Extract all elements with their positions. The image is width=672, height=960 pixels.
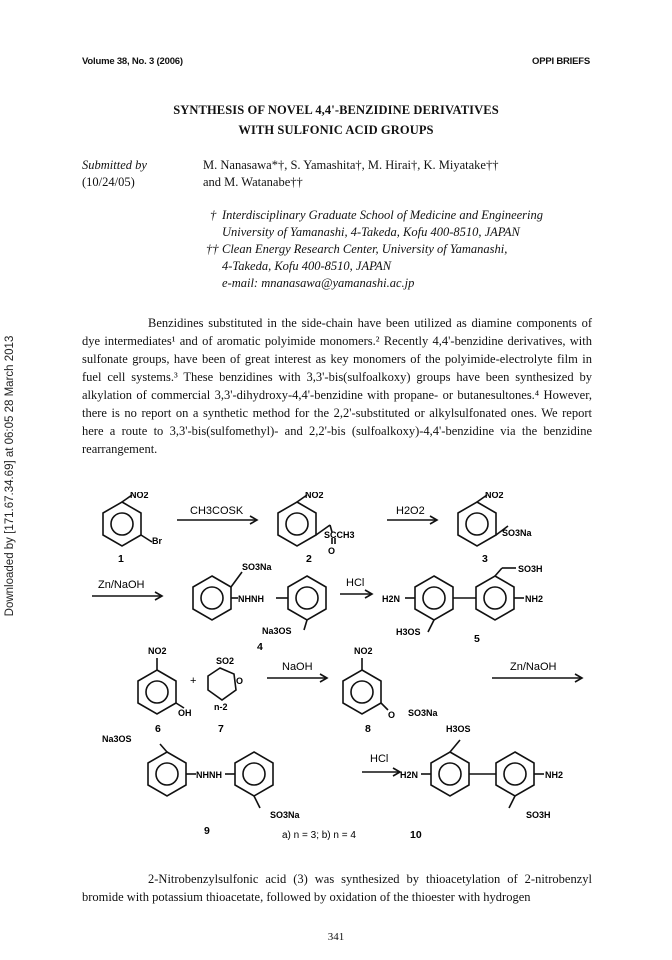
compound-10: 10 [410,829,422,841]
label-o: O [328,546,336,556]
label-so3na-8: SO3Na [408,708,438,718]
affiliation-2-mark: †† [206,242,219,256]
compound-9: 9 [204,825,210,837]
label-so2: SO2 [216,656,235,666]
affiliation-2-line-1: Clean Energy Research Center, University of Yamanashi, [222,242,508,256]
intro-paragraph-text: Benzidines substituted in the side-chain have been utilized as diamine components of dye intermediates¹ and of aromatic polyimide monomers.² Recently 4,4'-benzidine derivatives, with sulfonate groups, have been of great interest as key monomers of the polyimide-electrolyte film in fuel cell systems.³ These benzidines with 3,3'-bis(sulfoalkoxy) groups have been synthesized by alkylation of commercial 3,3'-dihydroxy-4,4'-benzidine with propane- or butanesultones.⁴ However, there is no report on a synthetic method for the 2,2'-substituted or alkylsulfonated ones. We report here a route to 3,3'-bis(sulfomethyl)- and 2,2'-bis (sulfoalkoxy)-4,4'-benzidine via the benzidine rearrangement. [82,316,592,456]
reagent-hcl-2: HCl [370,753,389,765]
compound-4: 4 [257,641,263,653]
section-name: OPPI BRIEFS [532,56,590,67]
compound-5: 5 [474,633,480,645]
compound-3: 3 [482,553,488,565]
label-na3os-4: Na3OS [262,626,292,636]
reagent-ch3cosk: CH3COSK [190,505,244,517]
label-nh2-5: NH2 [525,594,544,604]
label-h2n-5: H2N [382,594,401,604]
benzene-ring-5a [415,576,453,620]
benzene-ring-10a [431,752,469,796]
label-nhnh-9: NHNH [196,770,222,780]
label-br: Br [152,536,163,546]
benzene-ring-8 [343,670,381,714]
label-o-8: O [388,710,396,720]
author-email: e-mail: mnanasawa@yamanashi.ac.jp [222,276,415,290]
benzene-ring-4b [288,576,326,620]
label-nhnh-4: NHNH [238,594,264,604]
reagent-h2o2: H2O2 [396,505,425,517]
reagent-naoh: NaOH [282,661,313,673]
label-so3na-4: SO3Na [242,562,272,572]
label-h2n-10: H2N [400,770,419,780]
benzene-ring-4a [193,576,231,620]
title-line-2: WITH SULFONIC ACID GROUPS [238,123,434,137]
authors-line-2: and M. Watanabe†† [203,175,303,189]
reaction-scheme [82,492,592,852]
benzene-ring-6 [138,670,176,714]
benzene-ring-5b [476,576,514,620]
page-number: 341 [327,931,345,943]
benzene-ring-9b [235,752,273,796]
label-no2-8: NO2 [354,646,373,656]
label-n2: n-2 [214,702,228,712]
label-o-ring: O [236,676,244,686]
intro-paragraph [82,314,592,458]
sultone-ring [208,668,236,700]
label-h3os-5: H3OS [396,627,421,637]
label-so3na-3: SO3Na [502,528,532,538]
authors-line-1: M. Nanasawa*†, S. Yamashita†, M. Hirai†, K. Miyatake†† [203,158,499,172]
journal-volume: Volume 38, No. 3 (2006) [82,56,183,67]
benzene-ring-10b [496,752,534,796]
affiliation-1-line-1: Interdisciplinary Graduate School of Medicine and Engineering [222,208,544,222]
affiliation-1-line-2: University of Yamanashi, 4-Takeda, Kofu 400-8510, JAPAN [222,225,520,239]
label-no2-2: NO2 [305,492,324,500]
benzene-ring-3 [458,502,496,546]
download-watermark: Downloaded by [171.67.34.69] at 06:05 28 March 2013 [4,335,16,617]
label-na3os-9: Na3OS [102,734,132,744]
reagent-zn-naoh-1: Zn/NaOH [98,579,145,591]
n-values-note: a) n = 3; b) n = 4 [282,830,356,841]
label-so3na-9: SO3Na [270,810,300,820]
label-scch3: SCCH3 [324,530,355,540]
benzene-ring-1 [103,502,141,546]
label-nh2-10: NH2 [545,770,564,780]
compound-1: 1 [118,553,124,565]
compound-7: 7 [218,723,224,735]
compound-2: 2 [306,553,312,565]
label-no2-1: NO2 [130,492,149,500]
compound-8: 8 [365,723,371,735]
label-oh: OH [178,708,192,718]
label-no2-3: NO2 [485,492,504,500]
affiliation-2-line-2: 4-Takeda, Kofu 400-8510, JAPAN [222,259,392,273]
submitted-date: (10/24/05) [82,175,135,189]
benzene-ring-9a [148,752,186,796]
title-line-1: SYNTHESIS OF NOVEL 4,4'-BENZIDINE DERIVATIVES [173,103,499,117]
reagent-zn-naoh-2: Zn/NaOH [510,661,557,673]
body-paragraph-2 [82,870,592,906]
label-h3os-10: H3OS [446,724,471,734]
label-no2-6: NO2 [148,646,167,656]
label-so3h-5: SO3H [518,564,543,574]
plus-sign: + [190,675,197,687]
benzene-ring-2 [278,502,316,546]
label-so3h-10: SO3H [526,810,551,820]
submitted-label: Submitted by [82,158,147,172]
affiliation-1-mark: † [210,208,217,222]
reagent-hcl-1: HCl [346,577,365,589]
compound-6: 6 [155,723,161,735]
body-paragraph-2-text: 2-Nitrobenzylsulfonic acid (3) was synthesized by thioacetylation of 2-nitrobenzyl bromide with potassium thioacetate, followed by oxidation of the thioester with hydrogen [82,872,592,904]
